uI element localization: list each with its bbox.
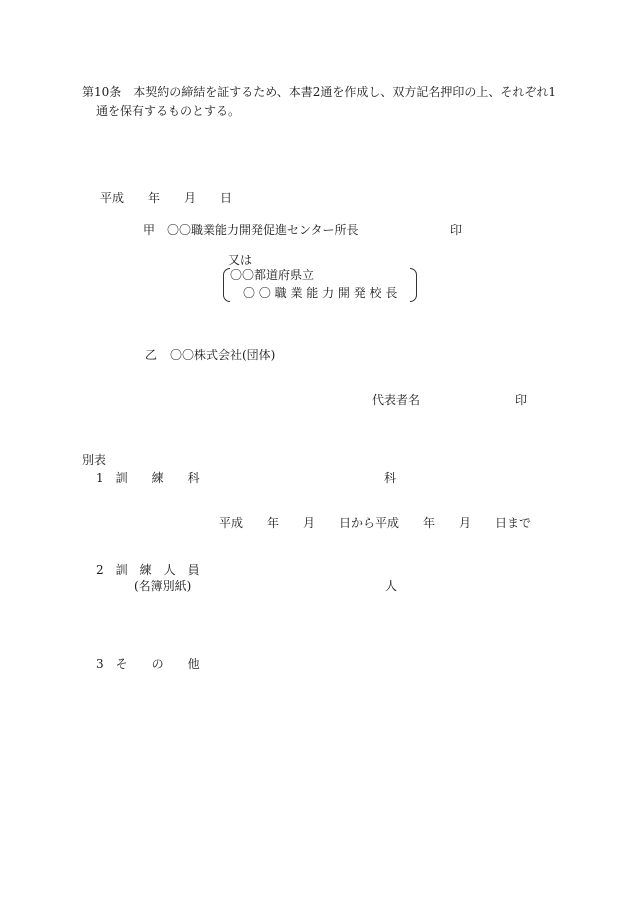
trainee-count-label: 2 訓 練 人 員 <box>96 563 200 577</box>
alt-party-line1: 〇〇都道府県立 <box>230 268 315 282</box>
representative-label: 代表者名 <box>372 393 421 407</box>
article-10-line2: 通を保有するものとする。 <box>96 104 241 118</box>
training-course-label: 1 訓 練 科 <box>96 471 200 485</box>
alt-party-line2: 〇 〇 職 業 能 力 開 発 校 長 <box>243 286 398 300</box>
party-a-seal: 印 <box>450 223 463 237</box>
contract-date: 平成 年 月 日 <box>100 191 233 205</box>
other-label: 3 そ の 他 <box>96 657 200 671</box>
party-a-label: 甲 <box>143 223 156 237</box>
party-b-label: 乙 <box>145 348 158 362</box>
training-course-unit: 科 <box>384 471 397 485</box>
party-a-name: 〇〇職業能力開発促進センター所長 <box>167 223 359 237</box>
right-bracket <box>410 268 417 302</box>
party-b-name: 〇〇株式会社(団体) <box>170 348 276 362</box>
training-period: 平成 年 月 日から平成 年 月 日まで <box>219 516 532 530</box>
trainee-count-unit: 人 <box>385 579 398 593</box>
left-bracket <box>223 268 230 302</box>
article-10-line1: 第10条 本契約の締結を証するため、本書2通を作成し、双方記名押印の上、それぞれ1 <box>82 85 557 99</box>
trainee-list-note: (名簿別紙) <box>134 579 192 593</box>
or-label: 又は <box>228 253 253 267</box>
party-b-seal: 印 <box>515 393 528 407</box>
appendix-title: 別表 <box>82 453 107 467</box>
